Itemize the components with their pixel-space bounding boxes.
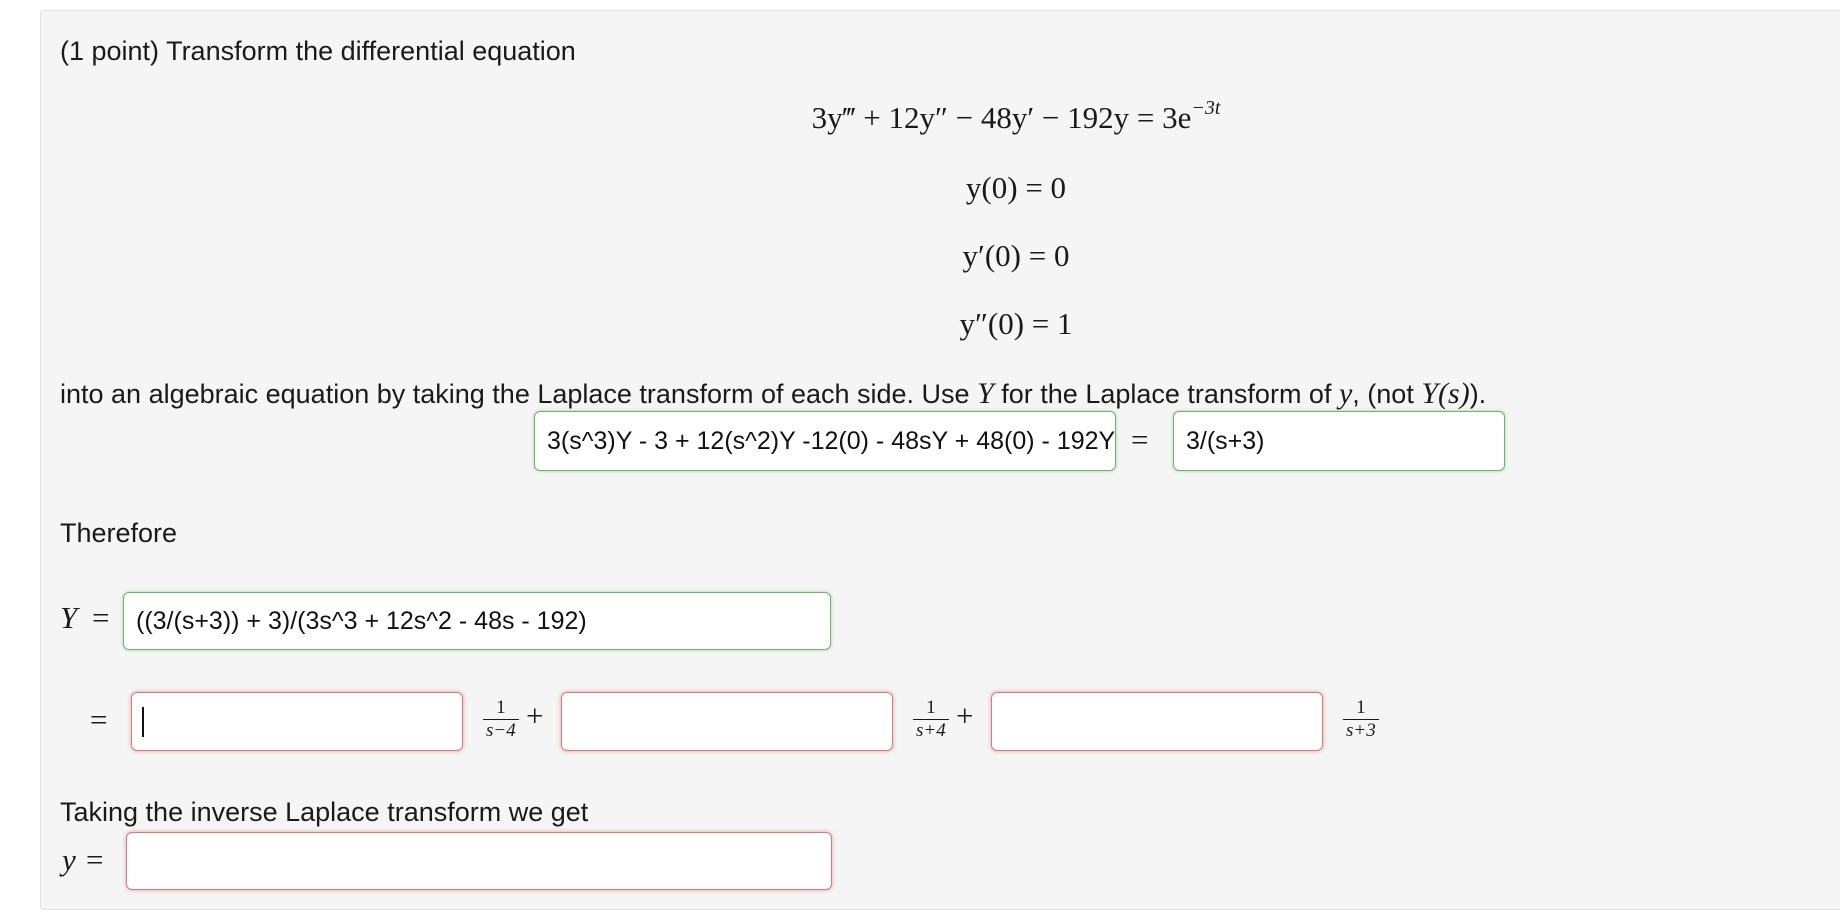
fraction-1-over-s-plus-4 xyxy=(913,698,949,740)
therefore-label: Therefore xyxy=(60,518,178,548)
solution-y-input[interactable] xyxy=(126,832,832,890)
fraction-2-numerator: 1 xyxy=(926,697,936,718)
initial-condition-2: y′(0) = 0 xyxy=(962,238,1070,273)
fraction-1-numerator: 1 xyxy=(496,697,506,718)
partial-coefficient-3-input[interactable] xyxy=(991,692,1323,751)
y-label: y xyxy=(62,842,76,877)
ode-equation xyxy=(811,97,1221,135)
fraction-1-over-s-minus-4 xyxy=(483,698,519,740)
inverse-transform-label: Taking the inverse Laplace transform we get xyxy=(60,797,589,827)
problem-header xyxy=(60,38,576,65)
transform-equals-sign: = xyxy=(1131,422,1149,457)
Y-equals-sign: = xyxy=(92,600,110,635)
fraction-3-denominator: s+3 xyxy=(1346,720,1376,741)
Y-expression-value: ((3/(s+3)) + 3)/(3s^3 + 12s^2 - 48s - 192) xyxy=(136,606,587,635)
instruction-text xyxy=(60,379,1486,409)
partial-equals-sign: = xyxy=(90,702,108,737)
partial-coefficient-2-input[interactable] xyxy=(561,692,893,751)
fraction-1-over-s-plus-3 xyxy=(1343,698,1379,740)
laplace-rhs-input[interactable] xyxy=(1173,411,1505,471)
instruction-end: ). xyxy=(1469,379,1487,409)
ode-lhs: 3y‴ + 12y″ − 48y′ − 192y = 3e xyxy=(811,100,1192,135)
laplace-rhs-value: 3/(s+3) xyxy=(1186,426,1265,455)
Y-expression-input[interactable] xyxy=(123,592,831,650)
laplace-lhs-value: 3(s^3)Y - 3 + 12(s^2)Y -12(0) - 48sY + 48(0) - 192Y xyxy=(547,426,1116,455)
instruction-Ys: Y(s) xyxy=(1421,377,1470,410)
plus-sign-1: + xyxy=(526,698,544,733)
initial-condition-3: y″(0) = 1 xyxy=(959,306,1073,341)
y-equals-sign: = xyxy=(86,842,104,877)
instruction-Y: Y xyxy=(977,377,994,410)
instruction-pre: into an algebraic equation by taking the Laplace transform of each side. Use xyxy=(60,379,970,409)
laplace-lhs-input[interactable] xyxy=(534,411,1116,471)
instruction-y: y xyxy=(1338,377,1353,410)
Y-label: Y xyxy=(60,600,78,635)
partial-coefficient-1-input[interactable] xyxy=(131,692,463,751)
plus-sign-2: + xyxy=(956,698,974,733)
instruction-mid2: , (not xyxy=(1352,379,1414,409)
instruction-mid1: for the Laplace transform of xyxy=(1001,379,1332,409)
text-cursor xyxy=(142,707,144,737)
fraction-2-denominator: s+4 xyxy=(916,720,946,741)
ode-exponent: −3t xyxy=(1191,97,1221,119)
intro-text: Transform the differential equation xyxy=(166,36,576,66)
points-label: (1 point) xyxy=(60,36,160,66)
initial-condition-1: y(0) = 0 xyxy=(965,170,1067,205)
fraction-3-numerator: 1 xyxy=(1356,697,1366,718)
fraction-1-denominator: s−4 xyxy=(486,720,516,741)
